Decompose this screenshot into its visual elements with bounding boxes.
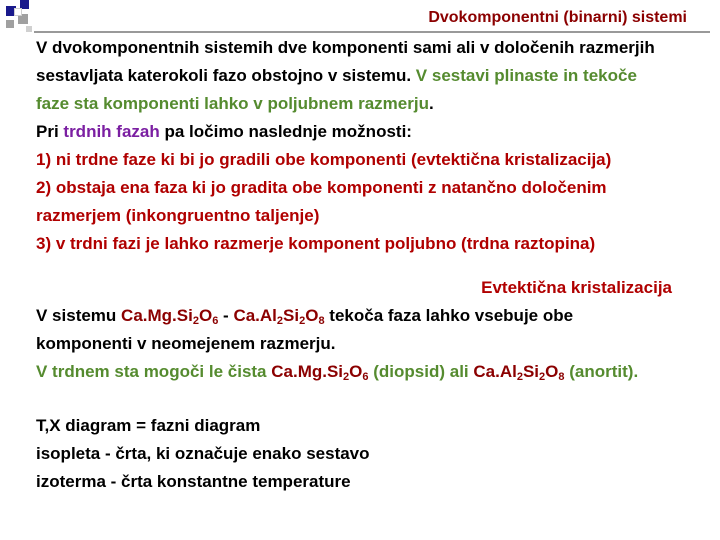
deco-square-gray-2 bbox=[6, 20, 14, 28]
intro-line-2a: sestavljata katerokoli fazo obstojno v sistemu. bbox=[36, 66, 416, 85]
subheading-eutectic: Evtektična kristalizacija bbox=[481, 278, 672, 297]
intro-line-3 bbox=[36, 94, 434, 114]
option-2-line-2: razmerjem (inkongruentno taljenje) bbox=[36, 206, 320, 225]
formula-anorthite-2: $Ca.Al_2Si_2O_8$ bbox=[473, 362, 565, 383]
isotherm-definition: izoterma - črta konstantne temperature bbox=[36, 472, 351, 491]
intro-line-2b: V sestavi plinaste in tekoče bbox=[415, 66, 637, 85]
deco-square-gray-3 bbox=[26, 26, 32, 32]
solid-line bbox=[36, 362, 638, 382]
solid-line-c: (anortit). bbox=[564, 362, 639, 381]
option-1: 1) ni trdne faze ki bi jo gradili obe komponenti (evtektična kristalizacija) bbox=[36, 150, 612, 169]
system-line-2: komponenti v neomejenem razmerju. bbox=[36, 334, 336, 353]
solid-intro-c: pa ločimo naslednje možnosti: bbox=[159, 122, 412, 141]
formula-anorthite: $Ca.Al_2Si_2O_8$ bbox=[233, 306, 325, 327]
solid-phases-intro bbox=[36, 122, 412, 142]
formula-diopside-2: $Ca.Mg.Si_2O_6$ bbox=[271, 362, 369, 383]
formula-separator: - bbox=[218, 306, 234, 325]
option-2-line-1: 2) obstaja ena faza ki jo gradita obe komponenti z natančno določenim bbox=[36, 178, 607, 197]
solid-line-b: (diopsid) ali bbox=[368, 362, 474, 381]
solid-line-a: V trdnem sta mogoči le čista bbox=[36, 362, 272, 381]
solid-intro-a: Pri bbox=[36, 122, 64, 141]
intro-line-3b: . bbox=[428, 94, 434, 113]
formula-diopside: $Ca.Mg.Si_2O_6$ bbox=[121, 306, 219, 327]
slide-title: Dvokomponentni (binarni) sistemi bbox=[428, 9, 687, 26]
isopleth-definition: isopleta - črta, ki označuje enako sestavo bbox=[36, 444, 370, 463]
intro-line-1: V dvokomponentnih sistemih dve komponenti sami ali v določenih razmerjih bbox=[36, 38, 655, 57]
system-line-1 bbox=[36, 306, 573, 326]
solid-phases-term: trdnih fazah bbox=[63, 122, 160, 141]
intro-line-3a: faze sta komponenti lahko v poljubnem razmerju bbox=[36, 94, 429, 113]
deco-square-white-1 bbox=[14, 8, 22, 16]
title-divider bbox=[34, 31, 710, 33]
option-3: 3) v trdni fazi je lahko razmerje komponent poljubno (trdna raztopina) bbox=[36, 234, 596, 253]
intro-line-2 bbox=[36, 66, 637, 86]
diagram-definition: T,X diagram = fazni diagram bbox=[36, 416, 261, 435]
system-line-1-b: tekoča faza lahko vsebuje obe bbox=[324, 306, 574, 325]
system-line-1-a: V sistemu bbox=[36, 306, 122, 325]
